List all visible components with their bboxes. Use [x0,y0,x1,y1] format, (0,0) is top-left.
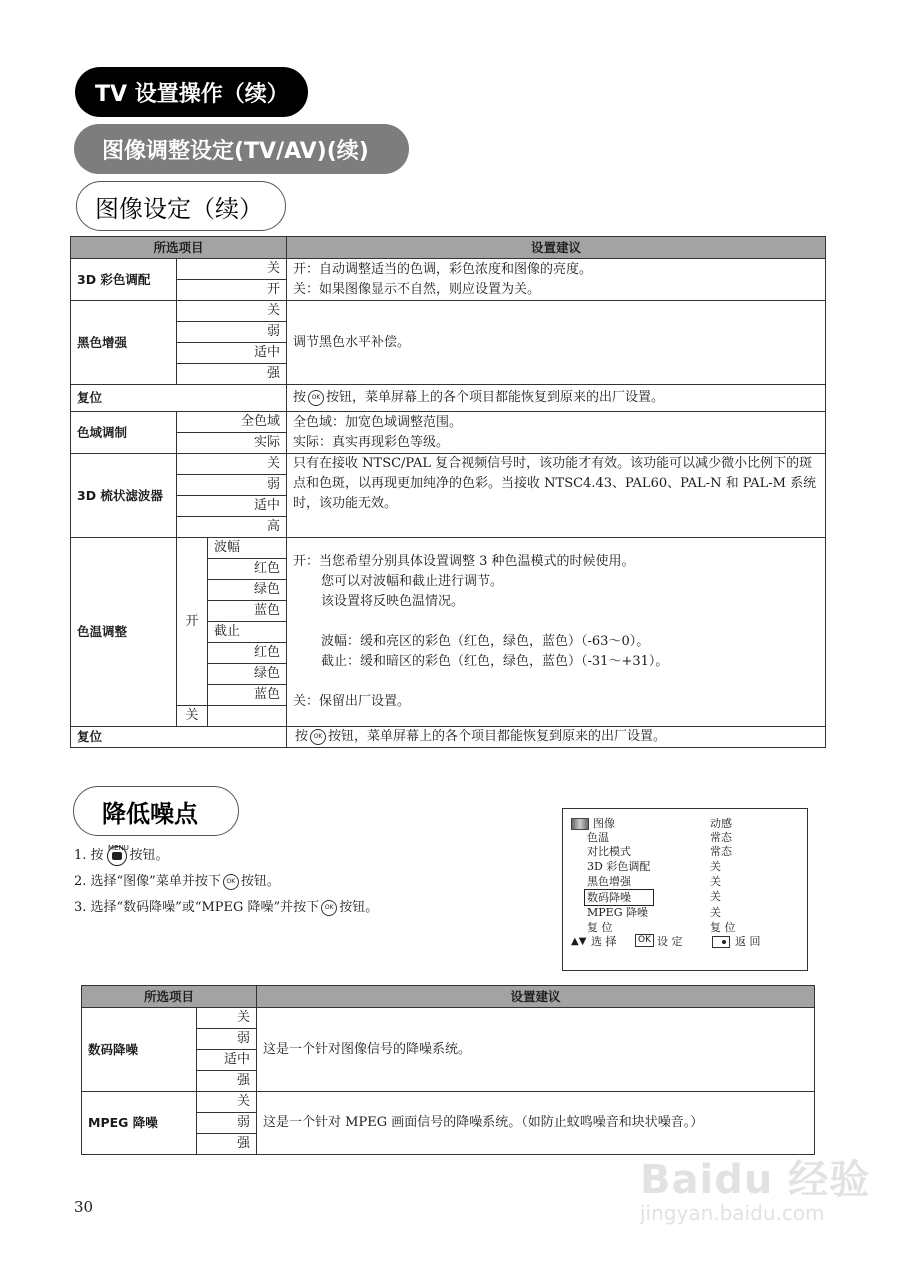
row-name: 色温调整 [71,538,177,727]
chapter-heading [75,67,308,117]
row-desc [287,727,826,748]
table-row [82,1092,815,1113]
back-label: 返 回 [735,935,761,948]
option: 适中 [197,1050,257,1071]
table-header [71,237,826,259]
osd-value: 关 [710,890,721,903]
table-header [82,986,815,1008]
section-heading-text: 图像调整设定(TV/AV)(续) [102,138,369,164]
option: 弱 [177,475,287,496]
option: 弱 [197,1029,257,1050]
osd-value: 常态 [710,845,732,858]
osd-label: 复 位 [587,921,613,934]
table-row [71,454,826,475]
osd-menu-screen [562,808,808,971]
osd-label: 图像 [593,817,615,830]
row-desc [287,538,826,727]
option-off: 关 [177,706,208,727]
table-row [71,259,826,280]
osd-row [563,859,807,874]
option-on: 开 [177,538,208,706]
watermark-logo: Baidu 经验 [640,1157,871,1203]
noise-reduction-table [81,985,815,1155]
desc-line: 该设置将反映色温情况。 [321,594,465,609]
step-text: 3. 选择“数码降噪”或“MPEG 降噪”并按下 [74,900,320,915]
osd-value: 关 [710,906,721,919]
option: 弱 [177,322,287,343]
osd-value: 关 [710,860,721,873]
step-3 [74,895,378,921]
option: 关 [177,454,287,475]
step-text: 1. 按 [74,848,104,863]
step-text: 按钮。 [339,900,379,915]
header-advice: 设置建议 [287,237,826,259]
option: 关 [197,1008,257,1029]
menu-label: MENU [108,844,129,852]
sub-option: 蓝色 [208,685,287,706]
desc-line: 实际：真实再现彩色等级。 [293,434,450,450]
watermark-url: jingyan.baidu.com [640,1201,825,1225]
select-label: 选 择 [591,935,617,948]
desc-line: 您可以对波幅和截止进行调节。 [321,574,504,589]
page-number: 30 [74,1198,94,1216]
return-icon [712,936,730,948]
sub-option: 蓝色 [208,601,287,622]
row-name: 复位 [71,727,287,748]
step-text: 2. 选择“图像”菜单并按下 [74,874,221,889]
option: 强 [197,1071,257,1092]
row-desc: 只有在接收 NTSC/PAL 复合视频信号时，该功能才有效。该功能可以减少微小比例下的斑点和色斑，以再现更加纯净的色彩。当接收 NTSC4.43、PAL60、PAL-N 和 PAL-M 系统时，该功能无效。 [287,454,826,538]
desc-text: 按钮，菜单屏幕上的各个项目都能恢复到原来的出厂设置。 [326,390,665,405]
osd-row [563,874,807,889]
desc-line: 波幅：缓和亮区的彩色（红色，绿色，蓝色）（-63～0）。 [321,634,650,649]
option: 强 [177,364,287,385]
sub-option: 红色 [208,559,287,580]
row-name: 复位 [71,385,287,412]
desc-line: 开：当您希望分别具体设置调整 3 种色温模式的时候使用。 [293,554,635,569]
option: 开 [177,280,287,301]
osd-row [563,816,807,831]
ok-button-icon: OK [310,729,326,745]
table-row [82,1008,815,1029]
row-name: 3D 梳状滤波器 [71,454,177,538]
row-desc [287,259,826,301]
osd-label: 3D 彩色调配 [587,860,651,873]
row-name: 数码降噪 [82,1008,197,1092]
table-row [71,412,826,433]
osd-value: 复 位 [710,921,736,934]
row-name: 黑色增强 [71,301,177,385]
row-desc: 这是一个针对图像信号的降噪系统。 [257,1008,815,1092]
table-row [71,727,826,748]
watermark [640,1148,870,1225]
option: 高 [177,517,287,538]
ok-button-icon: OK [308,390,324,406]
option: 实际 [177,433,287,454]
osd-row [563,905,807,920]
sub-option: 波幅 [208,538,287,559]
option: 适中 [177,343,287,364]
osd-value: 常态 [710,831,732,844]
sub-option: 绿色 [208,580,287,601]
osd-label: 色温 [587,831,609,844]
row-name: 3D 彩色调配 [71,259,177,301]
option: 全色域 [177,412,287,433]
desc-line: 关：如果图像显示不自然，则应设置为关。 [293,281,541,297]
step-1 [74,843,378,869]
osd-value: 动感 [710,817,732,830]
row-desc [287,385,826,412]
row-desc: 调节黑色水平补偿。 [287,301,826,385]
desc-line: 全色域：加宽色域调整范围。 [293,414,463,430]
desc-text: 按 [293,390,307,405]
osd-row-selected [563,889,807,904]
osd-label: 对比模式 [587,845,631,858]
option: 适中 [177,496,287,517]
table-row [71,385,826,412]
header-item: 所选项目 [71,237,287,259]
header-advice: 设置建议 [257,986,815,1008]
option: 弱 [197,1113,257,1134]
osd-label-selected: 数码降噪 [584,889,654,906]
option: 关 [197,1092,257,1113]
osd-label: MPEG 降噪 [587,906,648,919]
ok-box-icon: OK [635,934,654,947]
option: 强 [197,1134,257,1155]
desc-line: 关：保留出厂设置。 [293,694,411,709]
row-name: MPEG 降噪 [82,1092,197,1155]
row-name: 色域调制 [71,412,177,454]
table-row [71,538,826,559]
osd-row [563,830,807,845]
instruction-steps [74,843,378,921]
menu-button-icon [107,846,127,866]
osd-value: 关 [710,875,721,888]
step-2 [74,869,378,895]
desc-text: 按 [295,729,309,744]
noise-section-heading-text: 降低噪点 [102,799,198,828]
table-row [71,301,826,322]
option: 关 [177,259,287,280]
desc-spacer [293,672,819,692]
osd-row [563,844,807,859]
subsection-heading [76,181,286,231]
section-heading [74,124,409,174]
empty-cell [208,706,287,727]
desc-spacer [293,612,819,632]
up-down-arrow-icon: ▲▼ [571,936,587,947]
step-text: 按钮。 [129,848,169,863]
osd-row [563,920,807,935]
ok-button-icon: OK [321,900,337,916]
ok-button-icon: OK [223,874,239,890]
option: 关 [177,301,287,322]
noise-section-heading [73,786,239,836]
row-desc: 这是一个针对 MPEG 画面信号的降噪系统。（如防止蚊鸣噪音和块状噪音。） [257,1092,815,1155]
set-label: 设 定 [657,935,683,948]
osd-footer [563,934,807,949]
sub-option: 绿色 [208,664,287,685]
desc-text: 按钮，菜单屏幕上的各个项目都能恢复到原来的出厂设置。 [328,729,667,744]
osd-label: 黑色增强 [587,875,631,888]
step-text: 按钮。 [240,874,280,889]
sub-option: 截止 [208,622,287,643]
subsection-heading-text: 图像设定（续） [95,194,263,223]
desc-line: 截止：缓和暗区的彩色（红色，绿色，蓝色）（-31～+31）。 [321,654,669,669]
sub-option: 红色 [208,643,287,664]
chapter-heading-text: TV 设置操作（续） [95,81,289,107]
desc-line: 开：自动调整适当的色调，彩色浓度和图像的亮度。 [293,261,593,277]
header-item: 所选项目 [82,986,257,1008]
row-desc [287,412,826,454]
picture-settings-table [70,236,826,748]
